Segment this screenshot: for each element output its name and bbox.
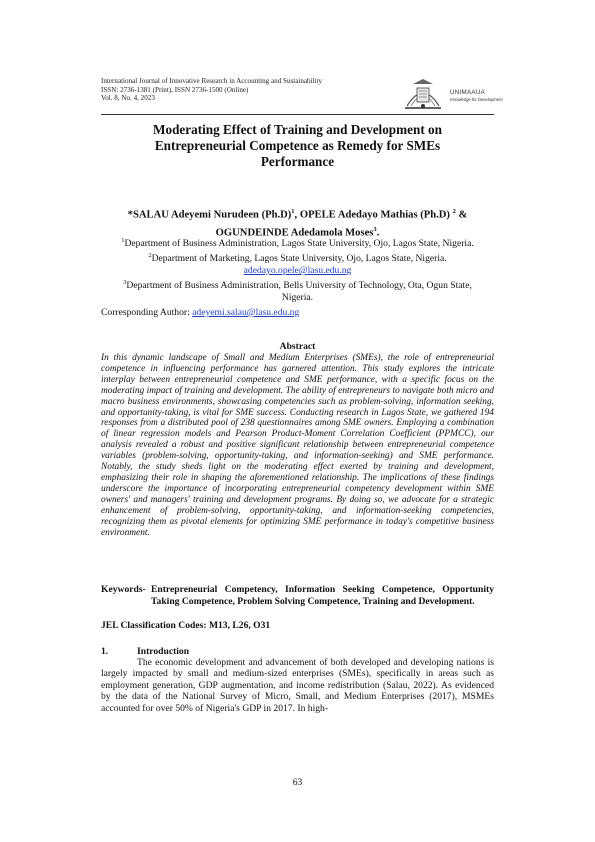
- page-number: 63: [292, 777, 303, 788]
- logo-name: UNIMAAUA: [450, 89, 486, 96]
- corresponding-author: [101, 307, 299, 318]
- title-line: Entrepreneurial Competence as Remedy for SMEs: [154, 138, 441, 153]
- author-separator: &: [455, 209, 468, 221]
- affiliation-marker: 1: [291, 208, 295, 215]
- affiliation-text: Department of Marketing, Lagos State University, Ojo, Lagos State, Nigeria.: [151, 253, 447, 265]
- affiliation-3: [101, 277, 494, 292]
- affiliation-1: [101, 235, 494, 250]
- abstract-heading: Abstract: [279, 341, 316, 352]
- introduction-paragraph: The economic development and advancement of both developed and developing nations is largely impacted by small and medium-sized enterprises (SMEs), specifically in areas such as employment generation, GDP augmentation, and income redistribution (Salau, 2022). As evidenced by the data of the National Survey of Micro, Small, and Medium Enterprises (2017), MSMEs accounted for over 50% of Nigeria's GDP in 2017. In high-: [101, 657, 494, 714]
- title-line: Performance: [260, 154, 335, 169]
- affiliation-2: [101, 250, 494, 265]
- corresponding-label: Corresponding Author:: [101, 307, 193, 318]
- keywords: [101, 584, 494, 607]
- affiliation-text: Department of Business Administration, Bells University of Technology, Ota, Ogun State,: [126, 280, 472, 292]
- author-email-link[interactable]: adedayo.opele@lasu.edu.ng: [243, 265, 352, 277]
- logo-tagline: Knowledge for Development: [450, 97, 503, 102]
- keywords-text: Entrepreneurial Competency, Information Seeking Competence, Opportunity Taking Competence, Problem Solving Competence, Training and Development.: [151, 584, 494, 607]
- header-divider: [101, 114, 494, 115]
- university-logo-icon: [397, 76, 449, 112]
- affiliation-marker: 2: [148, 252, 152, 260]
- affiliation-marker: 3: [373, 225, 377, 233]
- affiliation-marker: 2: [452, 208, 456, 215]
- affiliation-marker: 3: [123, 279, 127, 287]
- abstract-text: In this dynamic landscape of Small and Medium Enterprises (SMEs), the role of entrepreneurial competence in influencing performance has garnered attention. This study explores the intricate interplay between entrepreneurial competence and SME performance, with a specific focus on the moderating impact of training and development. The ability of entrepreneurs to navigate both micro and macro business environments, showcasing competencies such as problem-solving, information seeking, and opportunity-taking, is vital for SME success. Conducting research in Lagos State, we gathered 194 responses from a distributed pool of 238 questionnaires among SME owners. Employing a combination of linear regression models and Pearson Product-Moment Correlation Coefficient (PPMCC), our analysis revealed a robust and positive significant relationship between entrepreneurial competence variables (problem-solving, opportunity-taking, and information-seeking) and SME performance. Notably, the study sheds light on the moderating effect exerted by training and development, emphasizing their role in shaping the aforementioned relationship. The implications of these findings underscore the importance of incorporating entrepreneurial competency development within SME owners' and managers' training and development programs. By doing so, we advocate for a strategic enhancement of problem-solving, opportunity-taking, and information-seeking competencies, recognizing them as pivotal elements for optimizing SME performance in today's competitive business environment.: [101, 353, 494, 538]
- journal-issn: ISSN: 2736-1381 (Print), ISSN 2736-1500 (Online): [101, 85, 249, 94]
- affiliation-text: Department of Business Administration, Lagos State University, Ojo, Lagos State, Nigeria.: [124, 238, 474, 250]
- affiliations: [101, 235, 494, 304]
- title-line: Moderating Effect of Training and Development on: [153, 122, 442, 137]
- journal-name: International Journal of Innovative Research in Accounting and Sustainability: [101, 77, 323, 85]
- jel-codes: JEL Classification Codes: M13, L26, O31: [101, 620, 271, 631]
- corresponding-email-link[interactable]: adeyemi.salau@lasu.edu.ng: [192, 307, 300, 318]
- author-name: *SALAU Adeyemi Nurudeen (Ph.D): [127, 209, 292, 221]
- affiliation-text: Nigeria.: [281, 292, 314, 304]
- journal-volume: Vol. 8, No. 4, 2023: [101, 94, 155, 103]
- logo-wordmark: [450, 89, 503, 102]
- keywords-label: Keywords-: [101, 584, 146, 595]
- journal-header: [101, 77, 322, 103]
- paper-title: [101, 122, 494, 170]
- author-name: , OPELE Adedayo Mathias (Ph.D): [294, 209, 453, 221]
- section-title: Introduction: [137, 646, 190, 657]
- author-line: [101, 205, 494, 223]
- author-terminator: .: [376, 227, 380, 239]
- author-name: OGUNDEINDE Adedamola Moses: [215, 227, 374, 239]
- section-number: 1.: [101, 646, 109, 657]
- affiliation-marker: 1: [121, 237, 125, 244]
